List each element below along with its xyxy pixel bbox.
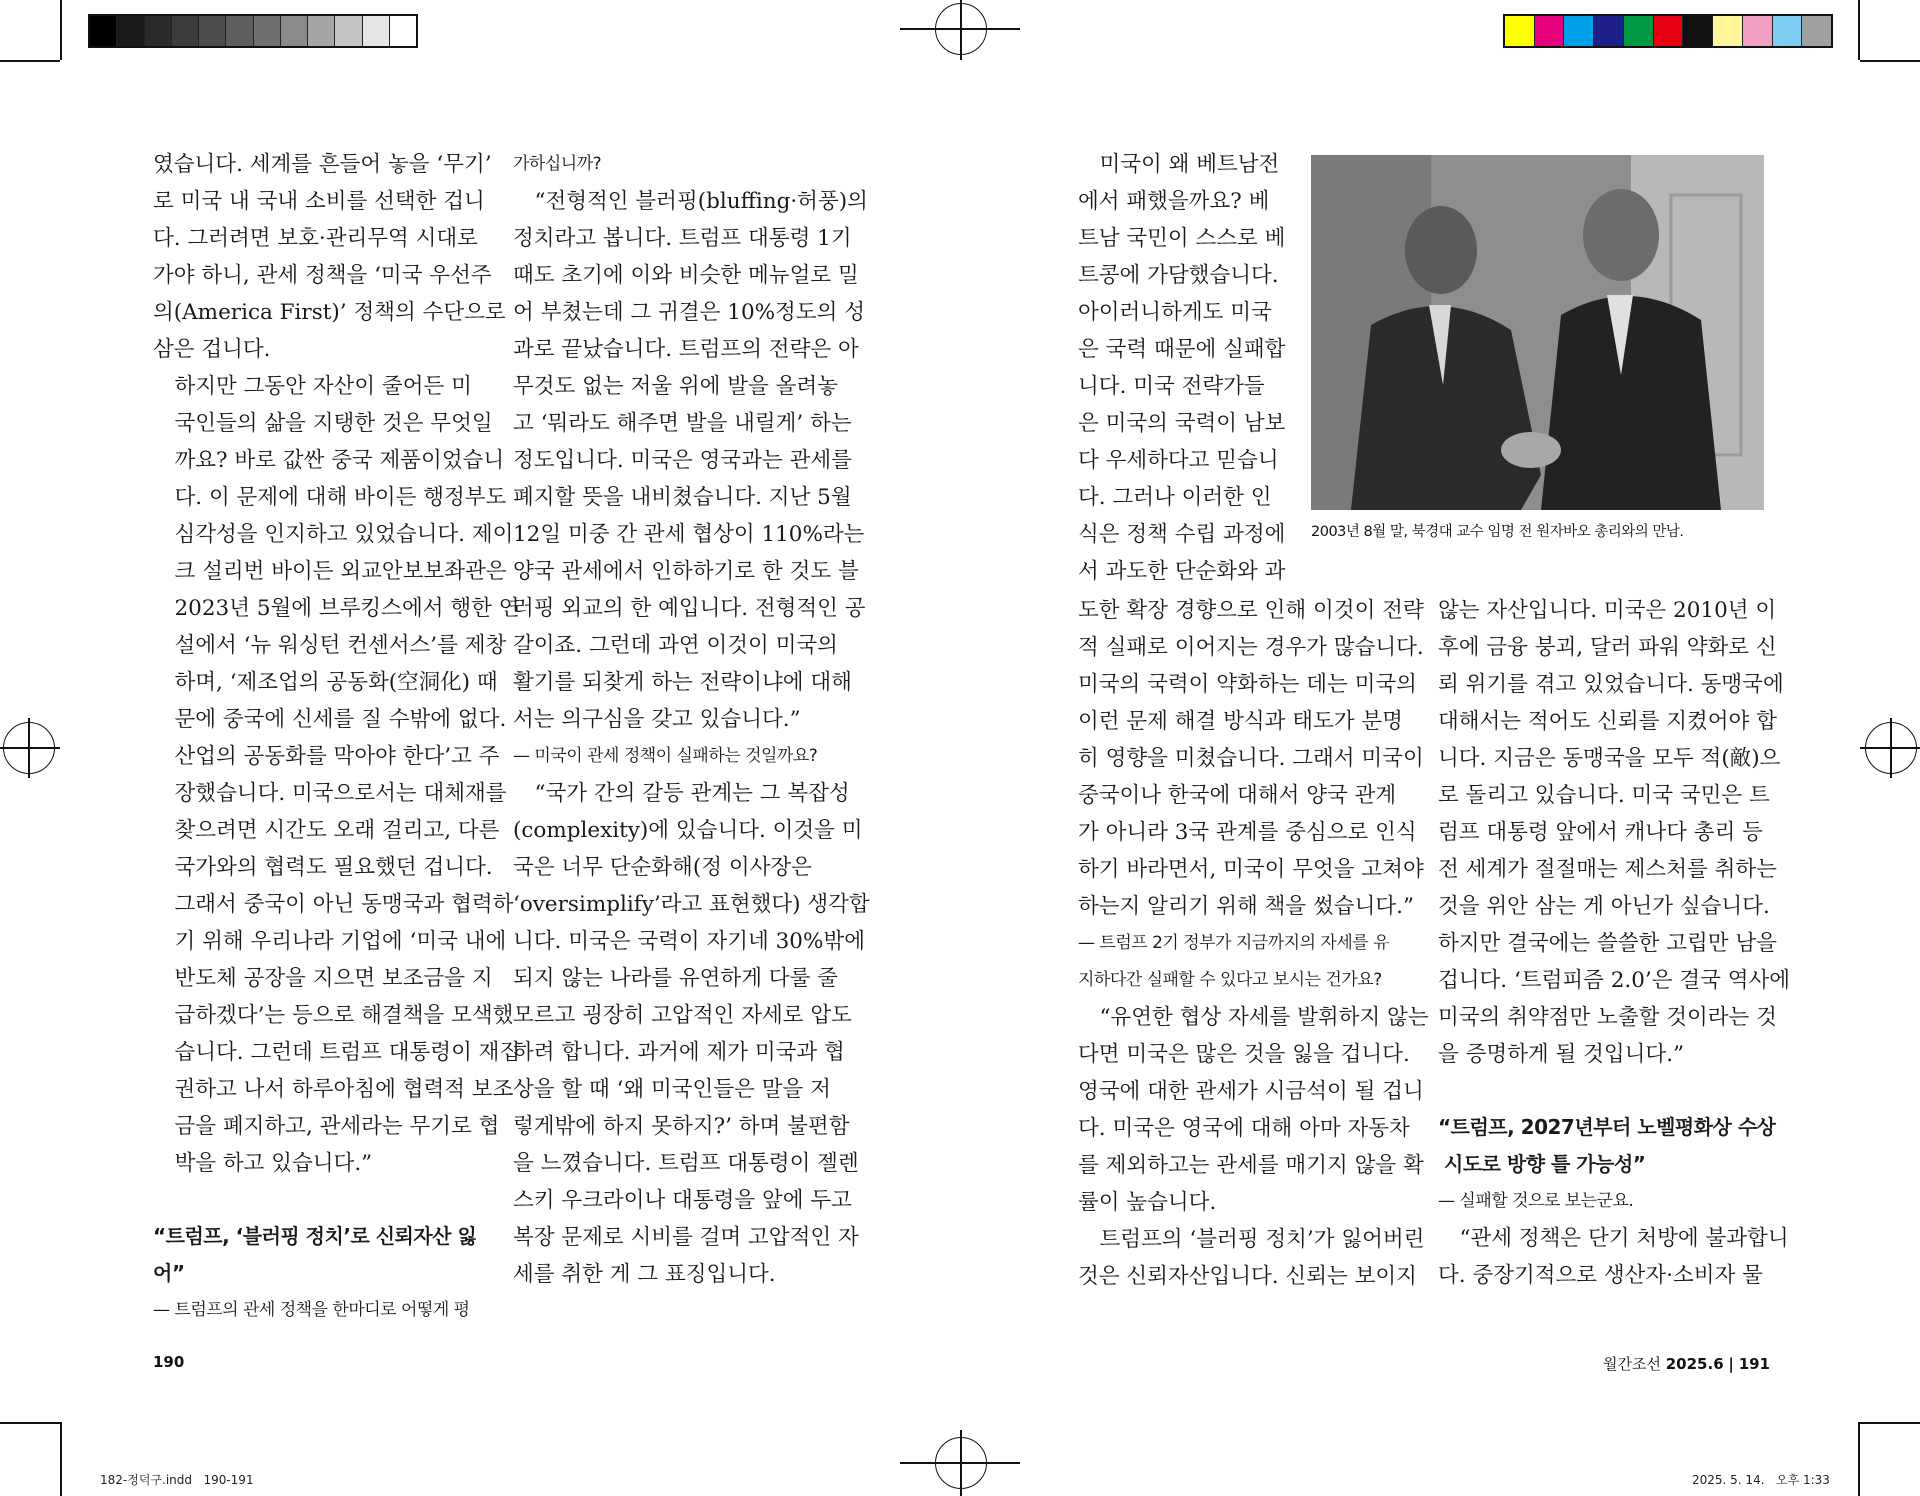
text-line: 찾으려면 시간도 오래 걸리고, 다른	[174, 818, 500, 843]
text-line: 하며, ‘제조업의 공동화(空洞化) 때	[174, 670, 498, 695]
text-line: 정치라고 봅니다. 트럼프 대통령 1기	[513, 226, 852, 251]
text-line: 다. 이 문제에 대해 바이든 행정부도	[174, 485, 507, 510]
text-line: 이런 문제 해결 방식과 태도가 분명	[1078, 709, 1403, 734]
text-line: 을 느꼈습니다. 트럼프 대통령이 젤렌	[513, 1151, 859, 1176]
text-line: 국가와의 협력도 필요했던 겁니다.	[174, 855, 493, 880]
col3-interview-question	[1078, 925, 1410, 999]
left-color-swatch	[226, 16, 253, 46]
text-line: 어 부쳤는데 그 귀결은 10%정도의 성	[513, 300, 865, 325]
right-color-swatch	[1535, 16, 1565, 46]
text-line: 지하다간 실패할 수 있다고 보시는 건가요?	[1078, 970, 1382, 990]
text-line: 시도로 방향 틀 가능성”	[1444, 1152, 1646, 1176]
text-line: 의(America First)’ 정책의 수단으로	[153, 300, 506, 325]
text-line: 에서 패했을까요? 베	[1078, 189, 1270, 214]
text-line: 다면 미국은 많은 것을 잃을 겁니다.	[1078, 1042, 1410, 1067]
col2-question-end: 가하십니까?	[513, 154, 602, 174]
text-line: 하는지 알리기 위해 책을 썼습니다.”	[1078, 894, 1414, 919]
col1-section-heading: “트럼프, ‘블러핑 정치’로 신뢰자산 잃어”	[153, 1224, 477, 1285]
col1-paragraph-2	[153, 368, 521, 1182]
text-line: 도한 확장 경향으로 인해 이것이 전략	[1078, 598, 1424, 623]
text-line: “트럼프, 2027년부터 노벨평화상 수상	[1438, 1115, 1776, 1139]
col4-section-heading	[1438, 1109, 1776, 1183]
text-line: 까요? 바로 값싼 중국 제품이었습니	[174, 448, 505, 473]
right-color-swatch	[1594, 16, 1624, 46]
text-line: 복장 문제로 시비를 걸며 고압적인 자	[513, 1225, 859, 1250]
text-line: 과로 끝났습니다. 트럼프의 전략은 아	[513, 337, 859, 362]
slug-filename: 182-정덕구.indd 190-191	[100, 1473, 254, 1487]
text-line: 니다. 미국 전략가들	[1078, 374, 1265, 399]
col4-interview-question: — 실패할 것으로 보는군요.	[1438, 1191, 1634, 1211]
text-line: 아이러니하게도 미국	[1078, 300, 1272, 325]
text-line: 때도 초기에 이와 비슷한 메뉴얼로 밀	[513, 263, 859, 288]
text-line: 무것도 없는 저울 위에 발을 올려놓	[513, 374, 838, 399]
text-line: 박을 하고 있습니다.”	[174, 1151, 373, 1176]
col4-paragraph-1	[1438, 592, 1791, 1073]
left-color-swatch	[308, 16, 335, 46]
text-line: 삼은 겁니다.	[153, 337, 271, 362]
text-line: 장했습니다. 미국으로서는 대체재를	[174, 781, 507, 806]
text-line: 고 ‘뭐라도 해주면 발을 내릴게’ 하는	[513, 411, 852, 436]
right-color-swatch	[1564, 16, 1594, 46]
text-line: 반도체 공장을 지으면 보조금을 지	[174, 966, 493, 991]
text-line: 국인들의 삶을 지탱한 것은 무엇일	[174, 411, 493, 436]
col3-answer	[1078, 999, 1429, 1221]
column-2	[513, 146, 870, 1293]
text-line: — 트럼프 2기 정부가 지금까지의 자세를 유	[1078, 933, 1389, 953]
text-line: 영국에 대한 관세가 시금석이 될 겁니	[1078, 1079, 1424, 1104]
text-line: 를 제외하고는 관세를 매기지 않을 확	[1078, 1153, 1424, 1178]
text-line: 정도입니다. 미국은 영국과는 관세를	[513, 448, 852, 473]
text-line: 하지만 그동안 자산이 줄어든 미	[174, 374, 472, 399]
col2-interview-question: — 미국이 관세 정책이 실패하는 것일까요?	[513, 746, 818, 766]
text-line: 활기를 되찾게 하는 전략이냐에 대해	[513, 670, 852, 695]
column-1	[153, 146, 521, 1329]
text-line: 렇게밖에 하지 못하지?’ 하며 불편함	[513, 1114, 850, 1139]
text-line: 기 위해 우리나라 기업에 ‘미국 내에	[174, 929, 507, 954]
text-line: “전형적인 블러핑(bluffing·허풍)의	[534, 189, 868, 214]
text-line: 식은 정책 수립 과정에	[1078, 522, 1286, 547]
text-line: 금을 폐지하고, 관세라는 무기로 협	[174, 1114, 500, 1139]
text-line: 급하겠다’는 등으로 해결책을 모색했	[174, 1003, 514, 1028]
text-line: 로 미국 내 국내 소비를 선택한 겁니	[153, 189, 485, 214]
left-page-number: 190	[153, 1353, 185, 1371]
text-line: 서 과도한 단순화와 과	[1078, 559, 1286, 584]
text-line: 가야 하니, 관세 정책을 ‘미국 우선주	[153, 263, 492, 288]
text-line: 산업의 공동화를 막아야 한다’고 주	[174, 744, 500, 769]
right-page-number: 191	[1738, 1355, 1770, 1373]
text-line: 가 아니라 3국 관계를 중심으로 인식	[1078, 820, 1417, 845]
handshake-photo	[1311, 155, 1764, 510]
text-line: 12일 미중 간 관세 협상이 110%라는	[513, 522, 865, 547]
text-line: 다. 중장기적으로 생산자·소비자 물	[1438, 1263, 1763, 1288]
text-line: 럼프 대통령 앞에서 캐나다 총리 등	[1438, 820, 1763, 845]
col4-answer	[1438, 1220, 1789, 1294]
text-line: 세를 취한 게 그 표징입니다.	[513, 1262, 776, 1287]
text-line: 니다. 지금은 동맹국을 모두 적(敵)으	[1438, 746, 1781, 771]
text-line: 였습니다. 세계를 흔들어 놓을 ‘무기’	[153, 152, 492, 177]
text-line: 러핑 외교의 한 예입니다. 전형적인 공	[513, 596, 866, 621]
photo-caption: 2003년 8월 말, 북경대 교수 임명 전 원자바오 총리와의 만남.	[1311, 524, 1684, 540]
right-color-swatch	[1505, 16, 1535, 46]
text-line: 갈이죠. 그런데 과연 이것이 미국의	[513, 633, 838, 658]
text-line: 다. 미국은 영국에 대해 아마 자동차	[1078, 1116, 1410, 1141]
right-color-swatch	[1802, 16, 1831, 46]
text-line: 않는 자산입니다. 미국은 2010년 이	[1438, 598, 1777, 623]
text-line: 로 돌리고 있습니다. 미국 국민은 트	[1438, 783, 1770, 808]
text-line: 모르고 굉장히 고압적인 자세로 압도	[513, 1003, 852, 1028]
col1-interview-question: — 트럼프의 관세 정책을 한마디로 어떻게 평	[153, 1300, 470, 1320]
right-folio: 월간조선 2025.6 | 191	[1603, 1355, 1770, 1373]
left-color-swatch	[254, 16, 281, 46]
left-color-swatch	[90, 16, 117, 46]
right-color-swatch	[1773, 16, 1803, 46]
left-color-swatch	[281, 16, 308, 46]
text-line: 트콩에 가담했습니다.	[1078, 263, 1279, 288]
text-line: 되지 않는 나라를 유연하게 다룰 줄	[513, 966, 838, 991]
text-line: “유연한 협상 자세를 발휘하지 않는	[1099, 1005, 1429, 1030]
text-line: 그래서 중국이 아닌 동맹국과 협력하	[174, 892, 514, 917]
text-line: 중국이나 한국에 대해서 양국 관계	[1078, 783, 1397, 808]
text-line: 률이 높습니다.	[1078, 1190, 1217, 1215]
text-line: 뢰 위기를 겪고 있었습니다. 동맹국에	[1438, 672, 1784, 697]
text-line: 스키 우크라이나 대통령을 앞에 두고	[513, 1188, 852, 1213]
text-line: 폐지할 뜻을 내비쳤습니다. 지난 5월	[513, 485, 852, 510]
right-color-swatch	[1654, 16, 1684, 46]
text-line: 대해서는 적어도 신뢰를 지켰어야 합	[1438, 709, 1777, 734]
left-color-swatch	[117, 16, 144, 46]
text-line: 하기 바라면서, 미국이 무엇을 고쳐야	[1078, 857, 1424, 882]
text-line: 심각성을 인지하고 있었습니다. 제이	[174, 522, 514, 547]
text-line: 크 설리번 바이든 외교안보보좌관은	[174, 559, 507, 584]
left-color-swatch	[199, 16, 226, 46]
col3-wrapped-lines	[1078, 146, 1298, 590]
issue-date: 2025.6	[1665, 1355, 1724, 1373]
text-line: 하려 합니다. 과거에 제가 미국과 협	[513, 1040, 845, 1065]
column-3	[1078, 592, 1429, 1295]
cmyk-color-bar	[1503, 14, 1833, 48]
left-color-swatch	[145, 16, 172, 46]
left-color-swatch	[363, 16, 390, 46]
text-line: 은 국력 때문에 실패합	[1078, 337, 1286, 362]
text-line: 니다. 미국은 국력이 자기네 30%밖에	[513, 929, 865, 954]
col2-answer-1	[513, 183, 868, 738]
text-line: 것은 신뢰자산입니다. 신뢰는 보이지	[1078, 1264, 1417, 1289]
text-line: 전 세계가 절절매는 제스처를 취하는	[1438, 857, 1777, 882]
text-line: ‘oversimplify’라고 표현했다) 생각합	[513, 892, 870, 917]
text-line: 서는 의구심을 갖고 있습니다.”	[513, 707, 801, 732]
text-line: 을 증명하게 될 것입니다.”	[1438, 1042, 1685, 1067]
text-line: 적 실패로 이어지는 경우가 많습니다.	[1078, 635, 1424, 660]
magazine-name: 월간조선	[1603, 1355, 1661, 1373]
text-line: 하지만 결국에는 쓸쓸한 고립만 남을	[1438, 931, 1777, 956]
col3-paragraph-3	[1078, 1221, 1425, 1295]
text-line: 설에서 ‘뉴 워싱턴 컨센서스’를 제창	[174, 633, 507, 658]
text-line: 트럼프의 ‘블러핑 정치’가 잃어버린	[1099, 1227, 1425, 1252]
text-line: 은 미국의 국력이 남보	[1078, 411, 1286, 436]
text-line: (complexity)에 있습니다. 이것을 미	[513, 818, 863, 843]
column-4	[1438, 592, 1791, 1294]
right-color-swatch	[1624, 16, 1654, 46]
text-line: 겁니다. ‘트럼피즘 2.0’은 결국 역사에	[1438, 968, 1791, 993]
text-line: 상을 할 때 ‘왜 미국인들은 말을 저	[513, 1077, 831, 1102]
col3-continued	[1078, 592, 1424, 925]
right-color-swatch	[1713, 16, 1743, 46]
column-3-top	[1078, 146, 1298, 590]
text-line: 다. 그러려면 보호·관리무역 시대로	[153, 226, 478, 251]
text-line: 다. 그러나 이러한 인	[1078, 485, 1272, 510]
text-line: 국은 너무 단순화해(정 이사장은	[513, 855, 812, 880]
text-line: 미국의 취약점만 노출할 것이라는 것	[1438, 1005, 1777, 1030]
left-color-swatch	[335, 16, 362, 46]
slug-timestamp: 2025. 5. 14. 오후 1:33	[1692, 1473, 1830, 1487]
text-line: “국가 간의 갈등 관계는 그 복잡성	[534, 781, 850, 806]
text-line: 2023년 5월에 브루킹스에서 행한 연	[174, 596, 520, 621]
text-line: 트남 국민이 스스로 베	[1078, 226, 1286, 251]
grayscale-color-bar	[88, 14, 418, 48]
col1-opening-lines	[153, 146, 506, 368]
text-line: 미국의 국력이 약화하는 데는 미국의	[1078, 672, 1417, 697]
text-line: 문에 중국에 신세를 질 수밖에 없다.	[174, 707, 507, 732]
right-color-swatch	[1743, 16, 1773, 46]
right-color-swatch	[1683, 16, 1713, 46]
left-color-swatch	[172, 16, 199, 46]
text-line: 것을 위안 삼는 게 아닌가 싶습니다.	[1438, 894, 1770, 919]
col2-answer-2	[513, 775, 870, 1293]
text-line: 미국이 왜 베트남전	[1099, 152, 1280, 177]
left-color-swatch	[390, 16, 416, 46]
text-line: 히 영향을 미쳤습니다. 그래서 미국이	[1078, 746, 1424, 771]
text-line: 다 우세하다고 믿습니	[1078, 448, 1279, 473]
text-line: 권하고 나서 하루아침에 협력적 보조	[174, 1077, 514, 1102]
text-line: 양국 관세에서 인하하기로 한 것도 블	[513, 559, 859, 584]
text-line: “관세 정책은 단기 처방에 불과합니	[1459, 1226, 1789, 1251]
text-line: 후에 금융 붕괴, 달러 파워 약화로 신	[1438, 635, 1777, 660]
text-line: 습니다. 그런데 트럼프 대통령이 재집	[174, 1040, 521, 1065]
